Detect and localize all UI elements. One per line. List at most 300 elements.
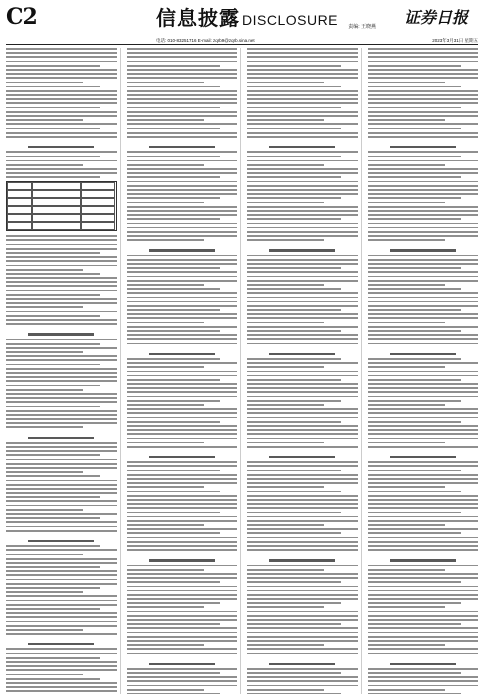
text-line bbox=[127, 474, 238, 476]
text-line bbox=[127, 379, 221, 381]
text-line bbox=[368, 495, 479, 497]
text-line bbox=[368, 375, 479, 377]
table-cell bbox=[7, 206, 32, 214]
text-line bbox=[247, 128, 341, 130]
text-line bbox=[368, 123, 479, 125]
text-line bbox=[368, 239, 445, 241]
table-cell bbox=[7, 214, 32, 222]
text-line bbox=[368, 77, 479, 79]
text-line bbox=[368, 305, 479, 307]
text-line bbox=[127, 326, 238, 328]
text-line bbox=[28, 146, 94, 148]
text-line bbox=[6, 686, 117, 688]
text-line bbox=[368, 231, 479, 233]
text-line bbox=[368, 689, 445, 691]
table-cell bbox=[7, 182, 32, 190]
text-line bbox=[6, 239, 117, 241]
text-line bbox=[127, 94, 238, 96]
text-line bbox=[368, 140, 479, 143]
text-line bbox=[127, 581, 221, 583]
text-line bbox=[247, 73, 358, 75]
text-line bbox=[247, 185, 358, 187]
text-line bbox=[368, 478, 479, 480]
text-line bbox=[368, 450, 479, 453]
text-line bbox=[127, 465, 238, 467]
text-line bbox=[6, 401, 117, 403]
text-line bbox=[6, 682, 117, 684]
text-line bbox=[127, 503, 238, 505]
text-line bbox=[247, 243, 358, 246]
text-line bbox=[368, 412, 479, 414]
text-line bbox=[127, 495, 238, 497]
table-cell bbox=[81, 222, 116, 230]
text-line bbox=[6, 111, 117, 113]
text-line bbox=[127, 611, 238, 613]
text-line bbox=[6, 579, 117, 581]
text-line bbox=[368, 334, 479, 336]
text-line bbox=[368, 128, 462, 130]
text-line bbox=[247, 132, 358, 134]
text-line bbox=[368, 189, 479, 191]
text-line bbox=[6, 273, 100, 275]
text-line bbox=[6, 454, 100, 456]
text-line bbox=[6, 140, 117, 143]
text-line bbox=[127, 115, 238, 117]
text-line bbox=[6, 616, 117, 618]
text-line bbox=[390, 456, 456, 458]
text-line bbox=[368, 172, 479, 174]
text-line bbox=[127, 417, 238, 419]
text-line bbox=[127, 507, 238, 509]
text-line bbox=[368, 486, 445, 488]
text-line bbox=[6, 513, 117, 515]
text-line bbox=[127, 615, 238, 617]
text-line bbox=[269, 249, 335, 251]
text-line bbox=[127, 235, 238, 237]
text-line bbox=[247, 111, 358, 113]
text-line bbox=[6, 426, 83, 428]
text-line bbox=[6, 587, 100, 589]
text-line bbox=[247, 181, 358, 183]
text-line bbox=[6, 281, 117, 283]
text-line bbox=[127, 259, 238, 261]
text-line bbox=[368, 227, 479, 229]
text-line bbox=[368, 259, 479, 261]
text-line bbox=[28, 540, 94, 542]
text-line bbox=[390, 146, 456, 148]
text-line bbox=[127, 693, 221, 694]
text-line bbox=[247, 322, 324, 324]
text-line bbox=[269, 456, 335, 458]
text-line bbox=[6, 123, 117, 125]
text-line bbox=[247, 202, 324, 204]
text-line bbox=[127, 685, 238, 687]
text-line bbox=[6, 115, 117, 117]
text-line bbox=[247, 136, 358, 138]
text-line bbox=[368, 474, 479, 476]
text-line bbox=[6, 323, 117, 325]
text-line bbox=[6, 534, 117, 537]
text-line bbox=[368, 185, 479, 187]
text-line bbox=[247, 499, 358, 501]
text-line bbox=[247, 379, 341, 381]
text-line bbox=[247, 640, 358, 642]
text-line bbox=[247, 549, 358, 551]
text-line bbox=[269, 353, 335, 355]
text-line bbox=[368, 623, 462, 625]
text-line bbox=[247, 383, 358, 385]
text-line bbox=[6, 521, 117, 523]
text-line bbox=[6, 637, 117, 640]
text-line bbox=[127, 499, 238, 501]
text-line bbox=[127, 119, 204, 121]
masthead bbox=[6, 4, 478, 45]
table-cell bbox=[7, 198, 32, 206]
text-line bbox=[368, 668, 479, 670]
text-line bbox=[247, 569, 324, 571]
text-line bbox=[247, 676, 358, 678]
text-line bbox=[127, 412, 238, 414]
text-line bbox=[247, 391, 358, 393]
text-line bbox=[127, 193, 238, 195]
text-line bbox=[127, 371, 238, 373]
text-line bbox=[247, 627, 358, 629]
text-line bbox=[127, 421, 221, 423]
text-line bbox=[247, 160, 358, 162]
text-line bbox=[149, 663, 215, 665]
article-columns bbox=[6, 48, 478, 694]
text-line bbox=[127, 56, 238, 58]
text-line bbox=[368, 408, 479, 410]
text-line bbox=[6, 380, 117, 382]
text-line bbox=[247, 545, 358, 547]
text-line bbox=[127, 573, 238, 575]
text-line bbox=[247, 193, 358, 195]
text-line bbox=[247, 512, 341, 514]
text-line bbox=[127, 623, 221, 625]
text-line bbox=[368, 438, 479, 440]
text-line bbox=[127, 223, 238, 225]
text-line bbox=[6, 269, 83, 271]
text-line bbox=[368, 181, 479, 183]
text-line bbox=[247, 421, 341, 423]
text-line bbox=[127, 512, 221, 514]
text-line bbox=[247, 172, 358, 174]
text-line bbox=[247, 371, 358, 373]
text-line bbox=[6, 319, 117, 321]
text-line bbox=[368, 685, 479, 687]
text-line bbox=[127, 668, 238, 670]
text-line bbox=[28, 333, 94, 335]
text-line bbox=[6, 376, 117, 378]
text-line bbox=[6, 156, 100, 158]
text-line bbox=[368, 371, 479, 373]
text-line bbox=[247, 102, 358, 104]
text-line bbox=[127, 107, 221, 109]
text-line bbox=[368, 218, 462, 220]
text-line bbox=[149, 353, 215, 355]
text-line bbox=[368, 632, 479, 634]
text-line bbox=[247, 197, 341, 199]
text-line bbox=[247, 90, 358, 92]
text-line bbox=[247, 680, 358, 682]
text-line bbox=[247, 218, 341, 220]
text-line bbox=[368, 491, 462, 493]
text-line bbox=[6, 583, 117, 585]
text-line bbox=[6, 608, 100, 610]
text-line bbox=[6, 94, 117, 96]
text-line bbox=[247, 284, 324, 286]
text-line bbox=[368, 470, 462, 472]
text-line bbox=[247, 52, 358, 54]
text-line bbox=[127, 553, 238, 556]
text-line bbox=[149, 146, 215, 148]
text-line bbox=[6, 406, 100, 408]
text-line bbox=[247, 433, 358, 435]
text-line bbox=[6, 107, 100, 109]
text-line bbox=[247, 400, 341, 402]
text-line bbox=[247, 223, 358, 225]
text-line bbox=[368, 442, 445, 444]
text-line bbox=[368, 640, 479, 642]
text-line bbox=[247, 541, 358, 543]
text-line bbox=[247, 474, 358, 476]
text-line bbox=[6, 82, 83, 84]
text-line bbox=[247, 586, 358, 588]
text-line bbox=[247, 644, 324, 646]
table-cell bbox=[32, 222, 81, 230]
text-line bbox=[247, 417, 358, 419]
text-line bbox=[247, 657, 358, 660]
text-line bbox=[6, 661, 117, 663]
text-line bbox=[6, 176, 100, 178]
text-line bbox=[127, 210, 238, 212]
table-cell bbox=[32, 214, 81, 222]
text-line bbox=[6, 347, 117, 349]
text-line bbox=[269, 663, 335, 665]
text-line bbox=[247, 119, 324, 121]
text-line bbox=[368, 569, 445, 571]
text-line bbox=[127, 206, 238, 208]
text-line bbox=[6, 600, 117, 602]
text-line bbox=[6, 368, 117, 370]
text-line bbox=[6, 418, 117, 420]
text-line bbox=[127, 366, 204, 368]
column-2 bbox=[127, 48, 242, 694]
text-line bbox=[127, 594, 238, 596]
text-line bbox=[368, 636, 479, 638]
text-line bbox=[368, 391, 479, 393]
text-line bbox=[127, 239, 204, 241]
text-line bbox=[247, 231, 358, 233]
text-line bbox=[247, 326, 358, 328]
text-line bbox=[368, 358, 462, 360]
text-line bbox=[368, 383, 479, 385]
text-line bbox=[368, 73, 479, 75]
text-line bbox=[247, 366, 324, 368]
text-line bbox=[247, 210, 358, 212]
text-line bbox=[368, 267, 462, 269]
text-line bbox=[6, 500, 117, 502]
text-line bbox=[247, 271, 358, 273]
text-line bbox=[368, 429, 479, 431]
text-line bbox=[6, 505, 117, 507]
text-line bbox=[127, 98, 238, 100]
text-line bbox=[247, 689, 324, 691]
table-cell bbox=[81, 214, 116, 222]
text-line bbox=[247, 442, 324, 444]
text-line bbox=[127, 491, 221, 493]
text-line bbox=[368, 160, 479, 162]
text-line bbox=[6, 570, 117, 572]
text-line bbox=[127, 396, 238, 398]
text-line bbox=[368, 102, 479, 104]
text-line bbox=[368, 223, 479, 225]
text-line bbox=[368, 549, 479, 551]
editor-line: 责编: 王晓燕 bbox=[348, 24, 376, 30]
text-line bbox=[247, 450, 358, 453]
text-line bbox=[127, 90, 238, 92]
text-line bbox=[6, 235, 117, 237]
text-line bbox=[368, 433, 479, 435]
text-line bbox=[6, 621, 117, 623]
text-line bbox=[247, 636, 358, 638]
text-line bbox=[6, 248, 117, 250]
text-line bbox=[247, 305, 358, 307]
text-line bbox=[247, 156, 341, 158]
text-line bbox=[6, 61, 117, 63]
text-line bbox=[6, 393, 117, 395]
text-line bbox=[247, 532, 341, 534]
text-line bbox=[247, 537, 358, 539]
text-line bbox=[127, 347, 238, 350]
text-line bbox=[127, 676, 238, 678]
text-line bbox=[6, 595, 117, 597]
text-line bbox=[368, 396, 479, 398]
table-cell bbox=[32, 206, 81, 214]
text-line bbox=[247, 69, 358, 71]
text-line bbox=[247, 553, 358, 556]
text-line bbox=[127, 565, 238, 567]
text-line bbox=[6, 119, 83, 121]
text-line bbox=[127, 330, 221, 332]
text-line bbox=[368, 284, 445, 286]
text-line bbox=[6, 431, 117, 434]
text-line bbox=[127, 189, 238, 191]
text-line bbox=[368, 461, 479, 463]
text-line bbox=[247, 619, 358, 621]
text-line bbox=[368, 156, 462, 158]
text-line bbox=[368, 98, 479, 100]
text-line bbox=[247, 615, 358, 617]
text-line bbox=[127, 86, 221, 88]
text-line bbox=[6, 256, 117, 258]
text-line bbox=[6, 327, 117, 330]
text-line bbox=[127, 537, 238, 539]
text-line bbox=[127, 156, 221, 158]
text-line bbox=[127, 429, 238, 431]
text-line bbox=[247, 288, 341, 290]
text-line bbox=[247, 581, 341, 583]
text-line bbox=[247, 239, 324, 241]
text-line bbox=[127, 322, 204, 324]
text-line bbox=[6, 132, 117, 134]
text-line bbox=[127, 482, 238, 484]
text-line bbox=[247, 94, 358, 96]
text-line bbox=[368, 581, 462, 583]
text-line bbox=[127, 689, 204, 691]
text-line bbox=[6, 252, 100, 254]
text-line bbox=[127, 271, 238, 273]
text-line bbox=[368, 417, 479, 419]
text-line bbox=[247, 309, 341, 311]
text-line bbox=[127, 231, 238, 233]
text-line bbox=[6, 410, 117, 412]
text-line bbox=[127, 590, 238, 592]
text-line bbox=[127, 383, 238, 385]
text-line bbox=[368, 292, 479, 294]
text-line bbox=[368, 297, 479, 299]
text-line bbox=[6, 475, 100, 477]
text-line bbox=[127, 640, 238, 642]
text-line bbox=[127, 172, 238, 174]
text-line bbox=[127, 284, 204, 286]
text-line bbox=[368, 693, 462, 694]
text-line bbox=[247, 86, 341, 88]
text-line bbox=[247, 115, 358, 117]
text-line bbox=[127, 202, 204, 204]
text-line bbox=[127, 636, 238, 638]
text-line bbox=[368, 627, 479, 629]
text-line bbox=[247, 362, 358, 364]
text-line bbox=[6, 414, 117, 416]
text-line bbox=[368, 317, 479, 319]
text-line bbox=[368, 56, 479, 58]
text-line bbox=[127, 181, 238, 183]
text-line bbox=[127, 442, 204, 444]
text-line bbox=[6, 385, 100, 387]
text-line bbox=[247, 404, 324, 406]
text-line bbox=[368, 615, 479, 617]
text-line bbox=[368, 362, 479, 364]
text-line bbox=[28, 643, 94, 645]
text-line bbox=[127, 317, 238, 319]
text-line bbox=[6, 302, 117, 304]
text-line bbox=[368, 680, 479, 682]
text-line bbox=[368, 421, 462, 423]
text-line bbox=[368, 379, 462, 381]
text-line bbox=[368, 425, 479, 427]
text-line bbox=[247, 164, 324, 166]
text-line bbox=[127, 65, 221, 67]
table-cell bbox=[81, 190, 116, 198]
text-line bbox=[6, 65, 100, 67]
text-line bbox=[127, 387, 238, 389]
text-line bbox=[368, 202, 445, 204]
text-line bbox=[247, 648, 358, 650]
text-line bbox=[368, 119, 445, 121]
text-line bbox=[127, 218, 221, 220]
text-line bbox=[247, 375, 358, 377]
text-line bbox=[247, 77, 358, 79]
table-cell bbox=[32, 190, 81, 198]
text-line bbox=[368, 516, 479, 518]
text-line bbox=[6, 364, 100, 366]
text-line bbox=[6, 484, 117, 486]
text-line bbox=[6, 517, 100, 519]
text-line bbox=[247, 189, 358, 191]
text-line bbox=[6, 73, 117, 75]
